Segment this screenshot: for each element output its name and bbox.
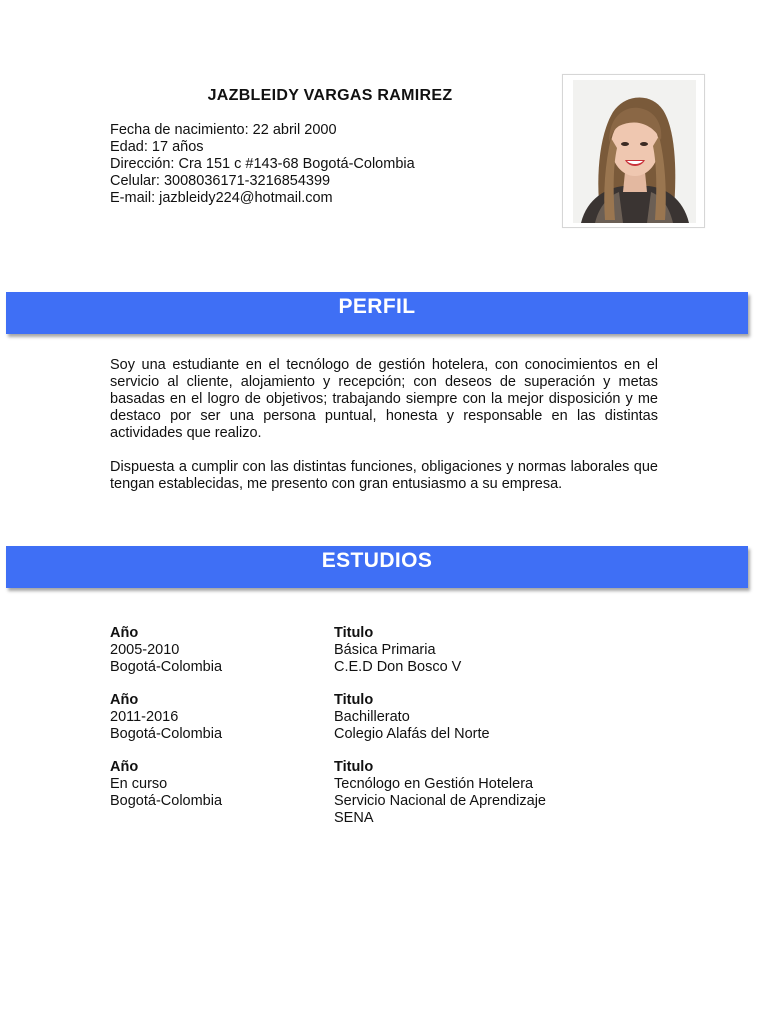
perfil-title: PERFIL	[338, 295, 416, 318]
perfil-section-header	[6, 292, 748, 334]
profile-photo	[573, 80, 696, 223]
study-entry	[110, 759, 670, 827]
study-institution-extra: SENA	[334, 810, 374, 826]
study-entry	[110, 692, 670, 743]
estudios-section-header	[6, 546, 748, 588]
study-year: En curso	[110, 776, 168, 792]
studies-list	[110, 625, 670, 843]
year-label: Año	[110, 759, 139, 775]
study-title: Tecnólogo en Gestión Hotelera	[334, 776, 534, 792]
spacer	[110, 810, 334, 827]
study-institution: Colegio Alafás del Norte	[334, 726, 490, 742]
study-year: 2011-2016	[110, 709, 179, 725]
profile-text	[110, 357, 658, 510]
address: Dirección: Cra 151 c #143-68 Bogotá-Colombia	[110, 156, 415, 172]
study-year: 2005-2010	[110, 642, 180, 658]
year-label: Año	[110, 692, 139, 708]
study-title: Bachillerato	[334, 709, 410, 725]
study-place: Bogotá-Colombia	[110, 793, 223, 809]
age: Edad: 17 años	[110, 139, 204, 155]
title-label: Titulo	[334, 625, 374, 641]
email: E-mail: jazbleidy224@hotmail.com	[110, 190, 333, 206]
profile-photo-frame	[562, 74, 705, 228]
study-institution: Servicio Nacional de Aprendizaje	[334, 793, 546, 809]
profile-paragraph: Dispuesta a cumplir con las distintas funciones, obligaciones y normas laborales que tengan establecidas, me presento con gran entusiasmo a su empresa.	[110, 459, 658, 492]
candidate-name: JAZBLEIDY VARGAS RAMIREZ	[207, 87, 453, 104]
title-label: Titulo	[334, 692, 374, 708]
study-place: Bogotá-Colombia	[110, 659, 223, 675]
birth-date: Fecha de nacimiento: 22 abril 2000	[110, 122, 337, 138]
title-label: Titulo	[334, 759, 374, 775]
study-institution: C.E.D Don Bosco V	[334, 659, 462, 675]
year-label: Año	[110, 625, 139, 641]
contact-info	[110, 122, 415, 207]
profile-paragraph: Soy una estudiante en el tecnólogo de gestión hotelera, con conocimientos en el servicio al cliente, alojamiento y recepción; con deseos de superación y metas basadas en el logro de objetivos; trabajando siempre con la mejor disposición y me destaco por ser una persona puntual, honesta y responsable en las distintas actividades que realizo.	[110, 357, 658, 441]
study-place: Bogotá-Colombia	[110, 726, 223, 742]
estudios-title: ESTUDIOS	[321, 549, 433, 572]
study-title: Básica Primaria	[334, 642, 436, 658]
phone: Celular: 3008036171-3216854399	[110, 173, 331, 189]
study-entry	[110, 625, 670, 676]
